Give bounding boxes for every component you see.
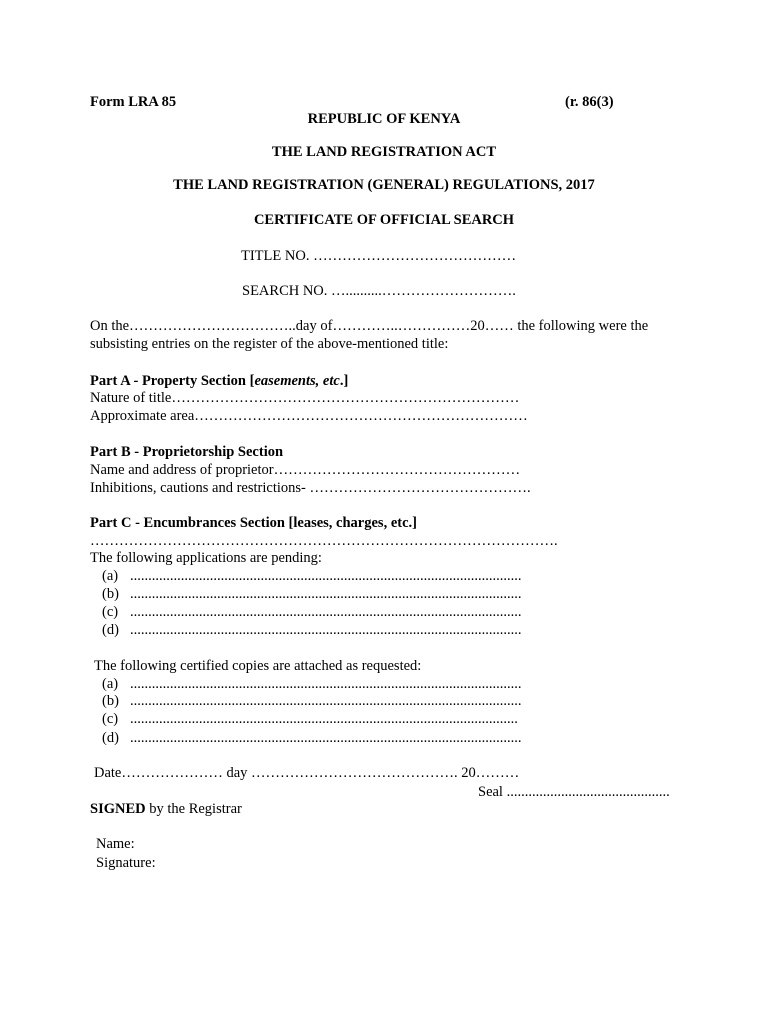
proprietor-field: Name and address of proprietor…………………………………………… — [90, 462, 521, 478]
search-no-field: SEARCH NO. …..........………………………. — [242, 283, 516, 299]
certificate-title: CERTIFICATE OF OFFICIAL SEARCH — [253, 212, 515, 228]
rule-reference: (r. 86(3) — [565, 94, 614, 110]
republic-heading: REPUBLIC OF KENYA — [307, 111, 461, 127]
pending-item: (d) ............................................................................................................ — [102, 622, 522, 638]
form-id: Form LRA 85 — [90, 94, 177, 110]
inhibitions-field: Inhibitions, cautions and restrictions- ………………………………………. — [90, 480, 531, 496]
name-field: Name: — [96, 836, 135, 852]
pending-item: (c) ............................................................................................................ — [102, 604, 522, 620]
title-no-field: TITLE NO. …………………………………… — [241, 248, 517, 264]
approximate-area-field: Approximate area…………………………………………………………… — [90, 408, 528, 424]
copies-item: (c) ........................................................................................................... — [102, 711, 518, 727]
copies-item: (d) ............................................................................................................ — [102, 730, 522, 746]
copies-item: (a) ............................................................................................................ — [102, 676, 522, 692]
seal-field: Seal ............................................. — [478, 784, 670, 800]
regulations-heading: THE LAND REGISTRATION (GENERAL) REGULATIONS, 2017 — [173, 177, 595, 193]
copies-label: The following certified copies are attached as requested: — [94, 658, 422, 674]
intro-line-2: subsisting entries on the register of the above-mentioned title: — [90, 336, 449, 352]
date-field: Date………………… day ……………………………………. 20……… — [94, 765, 520, 781]
signature-field: Signature: — [96, 855, 156, 871]
pending-item: (b) ............................................................................................................ — [102, 586, 522, 602]
nature-of-title-field: Nature of title……………………………………………………………… — [90, 390, 520, 406]
pending-label: The following applications are pending: — [90, 550, 322, 566]
signed-by-registrar: SIGNED by the Registrar — [90, 801, 242, 817]
pending-item: (a) ............................................................................................................ — [102, 568, 522, 584]
part-c-heading: Part C - Encumbrances Section [leases, charges, etc.] — [90, 515, 417, 531]
part-b-heading: Part B - Proprietorship Section — [90, 444, 284, 460]
act-heading: THE LAND REGISTRATION ACT — [271, 144, 497, 160]
encumbrances-field: ……………………………………………………………………………………. — [90, 533, 558, 549]
copies-item: (b) ............................................................................................................ — [102, 693, 522, 709]
part-a-heading: Part A - Property Section [easements, etc.] — [90, 373, 349, 389]
intro-line-1: On the……………………………..day of…………..……………20…… the following were the — [90, 318, 649, 334]
